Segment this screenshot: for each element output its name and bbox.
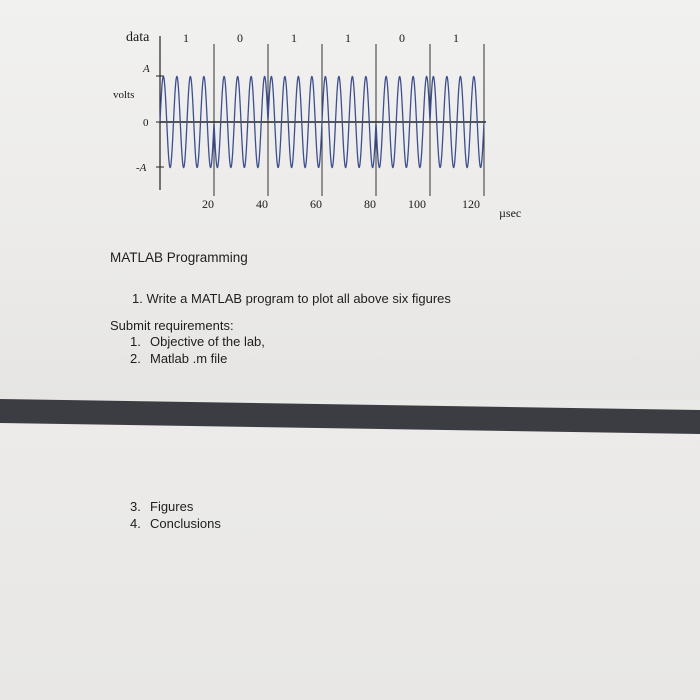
- requirement-item: [130, 499, 193, 514]
- data-row-label: data: [126, 30, 150, 45]
- submit-title: Submit requirements:: [110, 318, 234, 333]
- requirement-text: Objective of the lab,: [150, 334, 265, 349]
- bpsk-plot: [0, 0, 700, 240]
- x-unit-label: µsec: [499, 206, 522, 220]
- requirement-number: 2.: [130, 351, 141, 366]
- bit-label: 1: [345, 31, 351, 45]
- y-tick-label: -A: [136, 162, 147, 174]
- requirement-number: 4.: [130, 516, 141, 531]
- bit-label: 1: [291, 31, 297, 45]
- x-tick-label: 20: [202, 197, 214, 211]
- y-tick-label: A: [143, 63, 150, 75]
- x-tick-label: 120: [462, 197, 480, 211]
- requirement-item: [130, 516, 221, 531]
- page-bottom: [0, 418, 700, 700]
- bit-label: 1: [453, 31, 459, 45]
- requirement-text: Conclusions: [150, 516, 221, 531]
- plot-marks: [136, 31, 484, 211]
- requirement-number: 1.: [130, 334, 141, 349]
- y-axis-label: volts: [113, 89, 135, 101]
- x-tick-label: 40: [256, 197, 268, 211]
- section-title: MATLAB Programming: [110, 250, 248, 265]
- requirement-text: Figures: [150, 499, 194, 514]
- x-tick-label: 60: [310, 197, 322, 211]
- x-tick-label: 100: [408, 197, 426, 211]
- y-tick-label: 0: [143, 117, 149, 129]
- requirement-text: Matlab .m file: [150, 351, 228, 366]
- bit-label: 0: [237, 31, 243, 45]
- requirement-number: 3.: [130, 499, 141, 514]
- requirement-item: [130, 334, 265, 349]
- x-tick-label: 80: [364, 197, 376, 211]
- task-item: 1. Write a MATLAB program to plot all above six figures: [132, 291, 451, 306]
- requirement-item: [130, 351, 227, 366]
- bit-label: 1: [183, 31, 189, 45]
- bit-label: 0: [399, 31, 405, 45]
